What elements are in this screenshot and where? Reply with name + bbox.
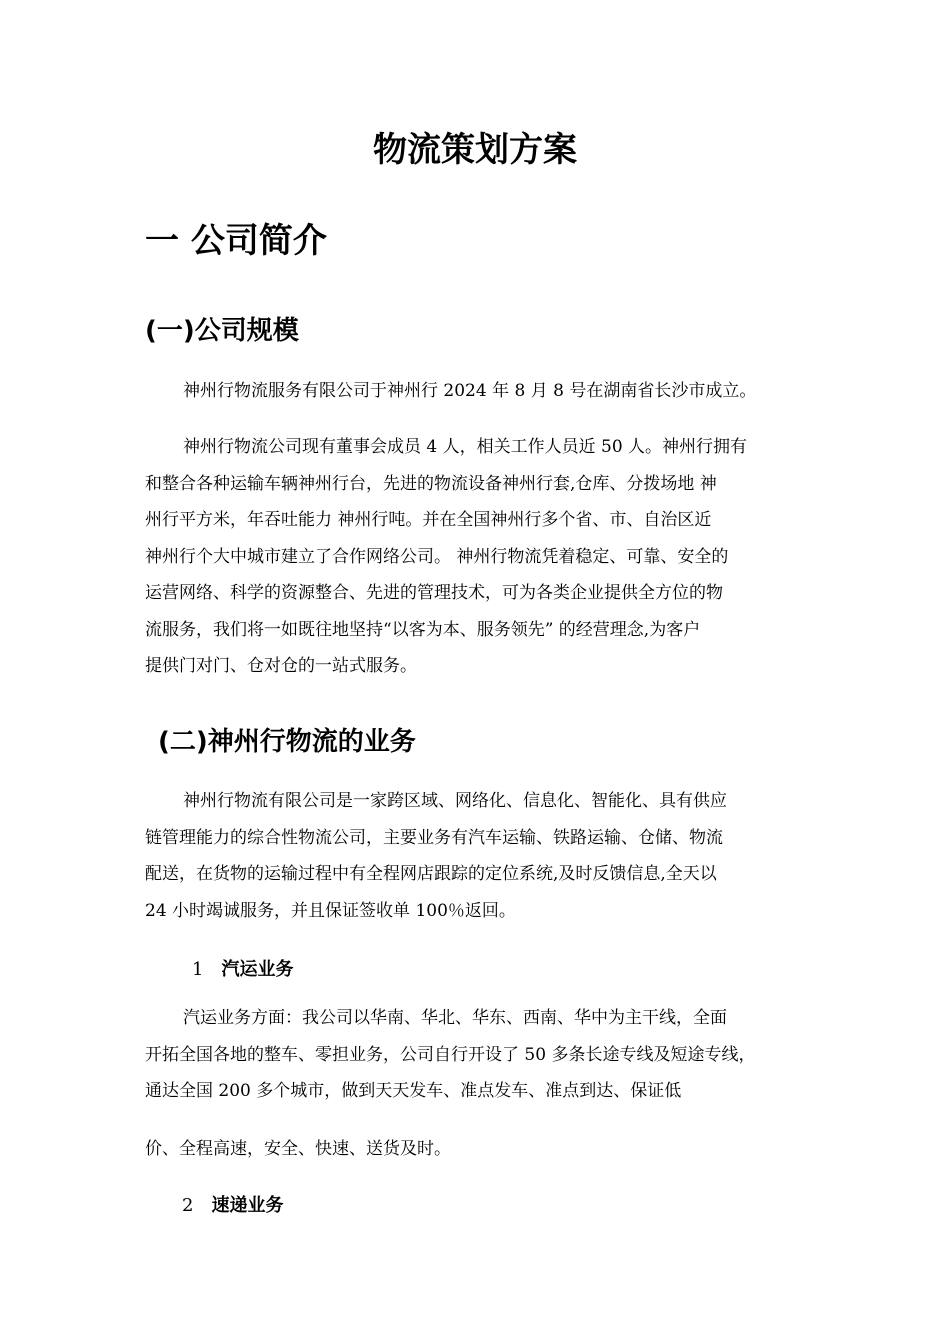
text-line: 24 小时竭诚服务，并且保证签收单 100％返回。 [145,900,516,921]
item-heading-road-transport [192,957,293,983]
paragraph-road-transport [145,1000,805,1110]
subsection-heading-company-scale: (一)公司规模 [145,316,299,346]
text-line: 配送，在货物的运输过程中有全程网店跟踪的定位系统,及时反馈信息,全天以 [145,864,717,884]
text-line: 开拓全国各地的整车、零担业务，公司自行开设了 50 多条长途专线及短途专线， [145,1044,756,1065]
item-heading-express-delivery [182,1193,283,1219]
item-label: 速递业务 [211,1195,284,1216]
text-line: 神州行个大中城市建立了合作网络公司。 神州行物流凭着稳定、可靠、安全的 [145,546,729,567]
text-line: 流服务，我们将一如既往地坚持“以客为本、服务领先” 的经营理念,为客户 [145,619,701,640]
paragraph-business-overview [145,783,805,929]
paragraph-company-overview [145,429,805,685]
paragraph-road-transport-continued [145,1131,805,1168]
item-number: 1 [192,959,204,980]
section-heading-company-intro: 一 公司简介 [145,221,327,261]
text-line: 和整合各种运输车辆神州行台，先进的物流设备神州行套,仓库、分拨场地 神 [145,473,717,494]
document-title: 物流策划方案 [373,130,577,170]
subsection-heading-business: (二)神州行物流的业务 [158,727,416,757]
item-label: 汽运业务 [221,959,294,980]
text-line: 神州行物流服务有限公司于神州行 2024 年 8 月 8 号在湖南省长沙市成立。 [183,381,757,401]
text-line: 神州行物流有限公司是一家跨区域、网络化、信息化、智能化、具有供应 [183,791,727,811]
text-line: 运营网络、科学的资源整合、先进的管理技术，可为各类企业提供全方位的物 [145,583,723,603]
text-line: 提供门对门、仓对仓的一站式服务。 [145,656,417,676]
text-line: 链管理能力的综合性物流公司，主要业务有汽车运输、铁路运输、仓储、物流 [145,827,723,848]
text-line: 神州行物流公司现有董事会成员 4 人，相关工作人员近 50 人。神州行拥有 [183,437,748,457]
text-line: 汽运业务方面：我公司以华南、华北、华东、西南、华中为主干线，全面 [183,1008,727,1028]
item-number: 2 [182,1195,194,1216]
paragraph-founding [145,373,805,410]
text-line: 价、全程高速，安全、快速、送货及时。 [145,1139,451,1159]
text-line: 州行平方米，年吞吐能力 神州行吨。并在全国神州行多个省、市、自治区近 [145,510,712,530]
text-line: 通达全国 200 多个城市，做到天天发车、准点发车、准点到达、保证低 [145,1081,682,1101]
